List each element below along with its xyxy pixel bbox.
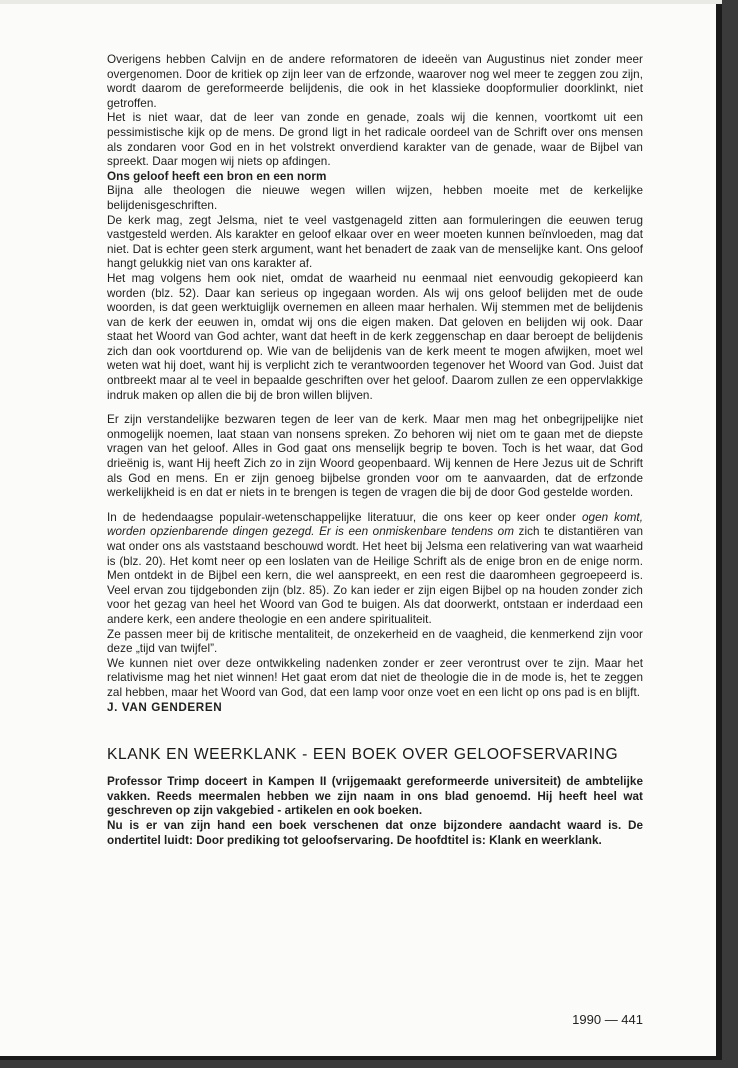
page-number: 1990 — 441 xyxy=(572,1012,643,1027)
paragraph: Overigens hebben Calvijn en de andere reformatoren de ideeën van Augustinus niet zonder meer overgenomen. Door de kritiek op zijn leer van de erfzonde, waarover nog wel meer te zeggen zou zijn, wordt daarom de gereformeerde belijdenis, die ook in het klassieke doopformulier doorklinkt, niet getroffen. xyxy=(107,53,643,110)
paragraph: Het is niet waar, dat de leer van zonde en genade, zoals wij die kennen, voortkomt uit een pessimistische kijk op de mens. De grond ligt in het radicale oordeel van de Schrift over ons mensen als zondaren voor God en in het volstrekt onverdiend karakter van de genade, waar de Bijbel van spreekt. Daar mogen wij niets op afdingen. xyxy=(107,111,643,169)
article-lead xyxy=(107,775,643,848)
paragraph: Ze passen meer bij de kritische mentaliteit, de onzekerheid en de vaagheid, die kenmerkend zijn voor deze „tijd van twijfel”. xyxy=(107,627,643,656)
italic-text: ogen komt, worden opzienbarende dingen gezegd. Er is een onmiskenbare tendens om xyxy=(107,510,643,539)
paragraph xyxy=(107,511,643,628)
paragraph: Het mag volgens hem ook niet, omdat de waarheid nu eenmaal niet eenvoudig gekopieerd kan worden (blz. 52). Daar kan serieus op ingegaan worden. Als wij ons geloof belijden met de oude woorden, is dat geen werktuiglijk overnemen en alleen maar herhalen. Wij stemmen met de belijdenis van de kerk der eeuwen in, omdat wij ons die eigen maken. Dat geloven en belijden wij ook. Daar staat het Woord van God achter, want dat heeft in de kerk zeggenschap en daar beroept de belijdenis zich dan ook voortdurend op. Wie van de belijdenis van de kerk meent te mogen afwijken, moet wel weten wat hij doet, want hij is verplicht zich te verantwoorden tegenover het Woord van God. Juist dat ontbreekt maar al te veel in bepaalde geschriften over het geloof. Daarom zullen ze een oppervlakkige indruk maken op allen die bij de bron willen blijven. xyxy=(107,271,643,402)
scan-edge xyxy=(0,0,722,4)
lead-paragraph: Nu is er van zijn hand een boek verschenen dat onze bijzondere aandacht waard is. De ondertitel luidt: Door prediking tot geloofservaring. De hoofdtitel is: Klank en weerklank. xyxy=(107,818,643,847)
lead-paragraph: Professor Trimp doceert in Kampen II (vrijgemaakt gereformeerde universiteit) de ambtelijke vakken. Reeds meermalen hebben we zijn naam in ons blad genoemd. Hij heeft heel wat geschreven op zijn vakgebied - artikelen en ook boeken. xyxy=(107,775,643,818)
article-title: KLANK EN WEERKLANK - EEN BOEK OVER GELOOFSERVARING xyxy=(107,746,619,764)
paragraph-gap xyxy=(107,403,643,413)
paragraph: Bijna alle theologen die nieuwe wegen willen wijzen, hebben moeite met de kerkelijke belijdenisgeschriften. xyxy=(107,184,643,212)
author-signature: J. VAN GENDEREN xyxy=(107,700,223,714)
section-subheading: Ons geloof heeft een bron en een norm xyxy=(107,169,327,183)
paragraph-gap xyxy=(107,501,643,511)
paragraph: We kunnen niet over deze ontwikkeling nadenken zonder er zeer verontrust over te zijn. Maar het relativisme mag het niet winnen! Het gaat erom dat niet de theologie die in de mode is, het te zeggen zal hebben, maar het Woord van God, dat een lamp voor onze voet en een licht op ons pad is en blijft. xyxy=(107,656,643,699)
paragraph-text: zich te distantiëren van wat onder ons als vaststaand beschouwd wordt. Het heet bij Jelsma een relativering van wat waarheid is (blz. 20). Het komt neer op een loslaten van de Heilige Schrift als de enige bron en de enige norm. Men ontdekt in de Bijbel een kern, die wel aanspreekt, en een rest die daaromheen gegroepeerd is. Veel ervan zou tijdgebonden zijn (blz. 85). Zo kan ieder er zijn eigen Bijbel op na houden zonder zich voor het gezag van heel het Woord van God te buigen. Als dat doorwerkt, ontstaan er inderdaad een andere kerk, een andere theologie en een andere spiritualiteit. xyxy=(107,525,643,626)
text-column xyxy=(107,53,643,848)
paragraph: Er zijn verstandelijke bezwaren tegen de leer van de kerk. Maar men mag het onbegrijpelijke niet onmogelijk noemen, laat staan van nonsens spreken. Zo behoren wij niet om te gaan met de diepste vragen van het geloof. Alles in God gaat ons menselijk begrip te boven. Toch is het waar, dat God drieënig is, want Hij heeft Zich zo in zijn Woord geopenbaard. Wij kennen de Here Jezus uit de Schrift als God en mens. En er zijn genoeg bijbelse gronden voor om te aanvaarden, dat de erfzonde werkelijkheid is en dat er niets in te brengen is tegen de vragen die bij de door God gestelde worden. xyxy=(107,413,643,500)
paragraph: De kerk mag, zegt Jelsma, niet te veel vastgenageld zitten aan formuleringen die eeuwen terug vastgesteld werden. Als karakter en geloof elkaar over en weer moeten kunnen beïnvloeden, mag dat niet. Dat is echter geen sterk argument, want het benadert de zaak van de menselijke kant. Ons geloof hangt gelukkig niet van ons karakter af. xyxy=(107,213,643,271)
paragraph-text: In de hedendaagse populair-wetenschappelijke literatuur, die ons keer op keer onder xyxy=(107,510,582,524)
